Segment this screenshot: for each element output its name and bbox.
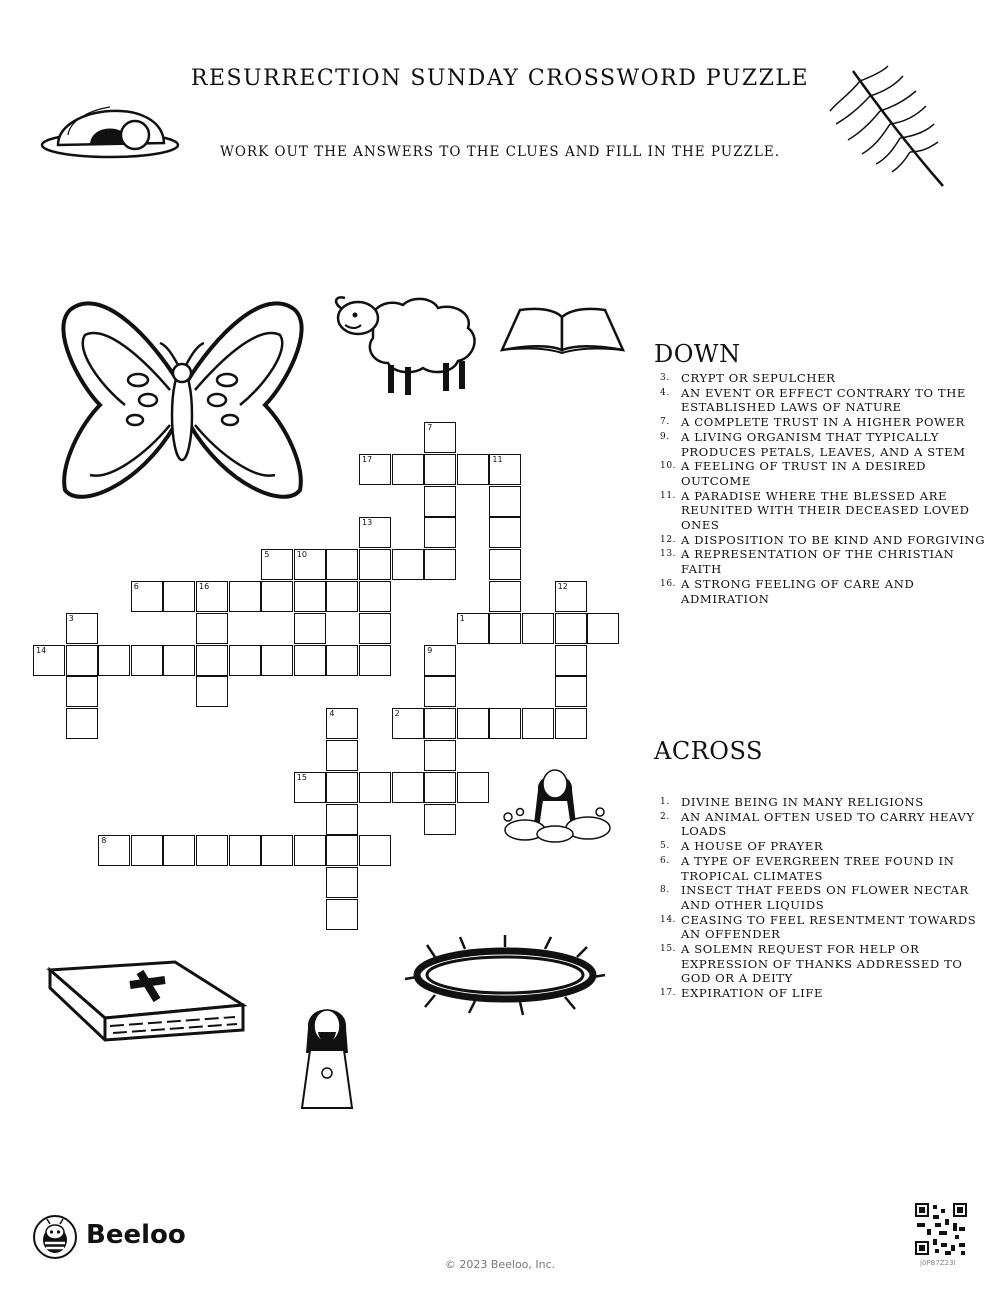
crossword-cell[interactable] [163, 581, 195, 612]
crossword-cell[interactable] [359, 835, 391, 866]
clue-item [660, 913, 990, 942]
crossword-cell[interactable] [261, 645, 293, 676]
crossword-cell[interactable] [326, 708, 358, 739]
crossword-cell[interactable] [163, 835, 195, 866]
crossword-cell[interactable] [555, 613, 587, 644]
clue-number: 12 [557, 582, 568, 591]
crossword-cell[interactable] [457, 772, 489, 803]
crossword-cell[interactable] [489, 486, 521, 517]
crossword-cell[interactable] [555, 581, 587, 612]
clue-item-number: 3. [660, 373, 670, 383]
clue-item-number: 16. [660, 578, 677, 589]
bee-logo-icon [32, 1214, 78, 1260]
brand-name: Beeloo [86, 1220, 186, 1250]
mary-figure-icon [500, 762, 615, 844]
crossword-cell[interactable] [359, 613, 391, 644]
clue-item-text: A REPRESENTATION OF THE CHRISTIAN FAITH [681, 547, 955, 577]
clue-number: 14 [36, 645, 47, 655]
butterfly-icon [40, 295, 325, 510]
page-title: RESURRECTION SUNDAY CROSSWORD PUZZLE [190, 66, 810, 91]
crossword-cell[interactable] [392, 772, 424, 803]
crossword-cell[interactable] [66, 708, 98, 739]
clue-item-number: 7. [660, 417, 670, 428]
crossword-cell[interactable] [424, 740, 456, 771]
crossword-cell[interactable] [359, 549, 391, 580]
crossword-cell[interactable] [196, 645, 228, 676]
crossword-cell[interactable] [229, 645, 261, 676]
crossword-cell[interactable] [131, 645, 163, 676]
clue-number: 15 [296, 772, 307, 782]
crossword-cell[interactable] [326, 835, 358, 866]
crossword-cell[interactable] [424, 486, 456, 517]
crossword-cell[interactable] [261, 581, 293, 612]
crossword-cell[interactable] [326, 740, 358, 771]
crossword-cell[interactable] [359, 772, 391, 803]
crossword-cell[interactable] [294, 645, 326, 676]
clue-item-text: A TYPE OF EVERGREEN TREE FOUND IN TROPICAL CLIMATES [681, 853, 955, 883]
down-heading: DOWN [654, 340, 741, 368]
across-clue-list [660, 795, 990, 1001]
crossword-cell[interactable] [392, 454, 424, 485]
clue-number: 1 [459, 613, 465, 623]
clue-item [660, 942, 990, 986]
crossword-cell[interactable] [457, 708, 489, 739]
crossword-cell[interactable] [522, 613, 554, 644]
crossword-cell[interactable] [392, 708, 424, 739]
across-heading: ACROSS [654, 737, 763, 765]
clue-number: 17 [362, 454, 373, 464]
clue-number: 4 [329, 709, 335, 719]
crossword-cell[interactable] [489, 613, 521, 644]
crossword-cell[interactable] [326, 867, 358, 898]
clue-item [660, 430, 990, 459]
instructions-text: WORK OUT THE ANSWERS TO THE CLUES AND FILL IN THE PUZZLE. [219, 144, 781, 160]
crossword-cell[interactable] [326, 899, 358, 930]
clue-item-number: 2. [660, 811, 670, 822]
crossword-cell[interactable] [555, 645, 587, 676]
clue-item-text: A PARADISE WHERE THE BLESSED ARE REUNITED WITH THEIR DECEASED LOVED ONES [681, 488, 970, 533]
clue-item [660, 854, 990, 883]
crossword-cell[interactable] [294, 581, 326, 612]
clue-item-text: AN ANIMAL OFTEN USED TO CARRY HEAVY LOADS [681, 809, 975, 839]
clue-item [660, 883, 990, 912]
crossword-cell[interactable] [359, 645, 391, 676]
clue-item-number: 9. [660, 431, 670, 442]
crown-of-thorns-icon [405, 935, 605, 1015]
clue-item [660, 533, 990, 548]
clue-item-number: 5. [660, 841, 670, 852]
crossword-cell[interactable] [424, 454, 456, 485]
crossword-cell[interactable] [424, 517, 456, 548]
crossword-cell[interactable] [66, 645, 98, 676]
crossword-cell[interactable] [261, 835, 293, 866]
bible-icon [45, 960, 245, 1055]
tomb-icon [40, 95, 180, 160]
document-code: j0PB7Z23I [920, 1259, 956, 1267]
clue-item-number: 8. [660, 885, 670, 896]
crossword-cell[interactable] [326, 772, 358, 803]
crossword-cell[interactable] [326, 645, 358, 676]
crossword-cell[interactable] [66, 613, 98, 644]
clue-item [660, 577, 990, 606]
clue-item [660, 795, 990, 810]
crossword-cell[interactable] [326, 804, 358, 835]
crossword-cell[interactable] [424, 549, 456, 580]
crossword-cell[interactable] [229, 835, 261, 866]
crossword-cell[interactable] [163, 645, 195, 676]
clue-item [660, 986, 990, 1001]
crossword-cell[interactable] [98, 645, 130, 676]
crossword-cell[interactable] [66, 676, 98, 707]
clue-number: 7 [427, 423, 433, 432]
clue-item [660, 371, 990, 386]
clue-number: 6 [133, 582, 139, 591]
clue-item-text: A LIVING ORGANISM THAT TYPICALLY PRODUCES PETALS, LEAVES, AND A STEM [681, 429, 966, 459]
clue-number: 3 [68, 613, 74, 623]
crossword-cell[interactable] [98, 835, 130, 866]
clue-item-text: AN EVENT OR EFFECT CONTRARY TO THE ESTABLISHED LAWS OF NATURE [681, 385, 966, 415]
clue-item [660, 489, 990, 533]
clue-number: 8 [101, 836, 107, 846]
crossword-cell[interactable] [489, 549, 521, 580]
clue-item-text: INSECT THAT FEEDS ON FLOWER NECTAR AND OTHER LIQUIDS [681, 883, 969, 912]
clue-number: 16 [199, 582, 210, 591]
clue-item-number: 17. [660, 988, 677, 999]
clue-item-text: A HOUSE OF PRAYER [681, 839, 824, 854]
crossword-cell[interactable] [457, 613, 489, 644]
crossword-cell[interactable] [294, 835, 326, 866]
clue-item-text: CEASING TO FEEL RESENTMENT TOWARDS AN OFFENDER [681, 912, 977, 942]
palm-leaf-icon [828, 66, 948, 191]
crossword-cell[interactable] [555, 676, 587, 707]
clue-number: 9 [427, 645, 433, 655]
clue-item-text: A STRONG FEELING OF CARE AND ADMIRATION [681, 576, 915, 606]
clue-item-number: 13. [660, 549, 677, 560]
crossword-cell[interactable] [326, 549, 358, 580]
clue-item-text: A FEELING OF TRUST IN A DESIRED OUTCOME [681, 459, 927, 488]
clue-item [660, 839, 990, 854]
clue-number: 11 [492, 454, 503, 464]
crossword-cell[interactable] [261, 549, 293, 580]
clue-item-number: 1. [660, 797, 670, 807]
clue-number: 10 [296, 550, 307, 560]
clue-item-text: EXPIRATION OF LIFE [681, 986, 824, 1001]
crossword-cell[interactable] [424, 708, 456, 739]
clue-item [660, 415, 990, 430]
clue-item-text: A COMPLETE TRUST IN A HIGHER POWER [681, 415, 965, 430]
crossword-cell[interactable] [424, 804, 456, 835]
clue-item [660, 459, 990, 488]
clue-number: 2 [394, 709, 400, 719]
crossword-cell[interactable] [131, 835, 163, 866]
crossword-cell[interactable] [392, 549, 424, 580]
crossword-cell[interactable] [196, 835, 228, 866]
crossword-cell[interactable] [33, 645, 65, 676]
crossword-cell[interactable] [294, 772, 326, 803]
crossword-cell[interactable] [457, 454, 489, 485]
crossword-cell[interactable] [294, 549, 326, 580]
clue-number: 13 [362, 518, 373, 528]
crossword-cell[interactable] [131, 581, 163, 612]
open-book-icon [500, 305, 625, 355]
crossword-cell[interactable] [229, 581, 261, 612]
clue-item-text: A SOLEMN REQUEST FOR HELP OR EXPRESSION OF THANKS ADDRESSED TO GOD OR A DEITY [681, 942, 963, 986]
crossword-cell[interactable] [326, 581, 358, 612]
clue-item [660, 386, 990, 415]
crossword-cell[interactable] [359, 517, 391, 548]
clue-item-number: 15. [660, 944, 677, 955]
down-clue-list [660, 371, 990, 606]
crossword-cell[interactable] [196, 581, 228, 612]
crossword-cell[interactable] [424, 422, 456, 453]
crossword-cell[interactable] [359, 454, 391, 485]
clue-item-number: 14. [660, 914, 677, 925]
clue-item-number: 12. [660, 534, 677, 545]
crossword-cell[interactable] [489, 454, 521, 485]
crossword-cell[interactable] [424, 676, 456, 707]
clue-item-text: CRYPT OR SEPULCHER [681, 371, 836, 385]
crossword-cell[interactable] [489, 581, 521, 612]
clue-item [660, 810, 990, 839]
crossword-cell[interactable] [196, 676, 228, 707]
crossword-cell[interactable] [359, 581, 391, 612]
crossword-cell[interactable] [489, 708, 521, 739]
crossword-cell[interactable] [294, 613, 326, 644]
jesus-figure-icon [298, 998, 356, 1110]
crossword-cell[interactable] [489, 517, 521, 548]
lamb-icon [333, 283, 483, 403]
clue-item-text: DIVINE BEING IN MANY RELIGIONS [681, 795, 924, 809]
clue-number: 5 [264, 550, 270, 560]
clue-item-number: 4. [660, 387, 670, 398]
crossword-cell[interactable] [196, 613, 228, 644]
crossword-cell[interactable] [424, 645, 456, 676]
clue-item-number: 10. [660, 461, 677, 472]
copyright-text: © 2023 Beeloo, Inc. [444, 1258, 556, 1271]
clue-item [660, 547, 990, 576]
qr-code-icon [915, 1203, 967, 1255]
clue-item-number: 6. [660, 855, 670, 866]
crossword-cell[interactable] [587, 613, 619, 644]
crossword-cell[interactable] [555, 708, 587, 739]
clue-item-text: A DISPOSITION TO BE KIND AND FORGIVING [681, 532, 986, 547]
crossword-cell[interactable] [522, 708, 554, 739]
clue-item-number: 11. [660, 490, 677, 501]
crossword-cell[interactable] [424, 772, 456, 803]
